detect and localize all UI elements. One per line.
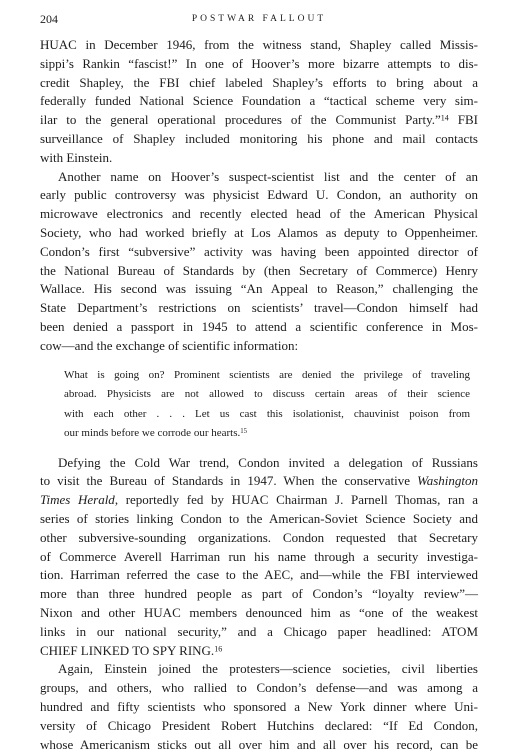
- text-line: more than three hundred people as part of Condon’s “loyalty review”—: [40, 585, 478, 604]
- text-line: whose Americanism sticks out all over him and all over his record, can be: [40, 736, 478, 754]
- text-line: Another name on Hoover’s suspect-scientist list and the center of an: [40, 168, 478, 187]
- paragraph: [40, 168, 478, 356]
- text-line: cow—and the exchange of scientific information:: [40, 337, 478, 356]
- footnote-ref: 14: [441, 114, 449, 123]
- text-line: groups, and others, who rallied to Condon’s defense—and was among a: [40, 679, 478, 698]
- text-run: FBI: [449, 112, 478, 127]
- text-line: [40, 491, 478, 510]
- paragraph: [40, 454, 478, 661]
- quote-line: What is going on? Prominent scientists are denied the privilege of traveling: [64, 366, 470, 386]
- text-line: other subversive-sounding organizations. Condon requested that Secretary: [40, 529, 478, 548]
- text-line: Condon’s first “subversive” activity was having been appointed director of: [40, 243, 478, 262]
- quote-line: abroad. Physicists are not allowed to discuss certain areas of their science: [64, 385, 470, 405]
- page-number: 204: [40, 11, 58, 27]
- text-line: credit Shapley, the FBI chief labeled Shapley’s efforts to bring about a: [40, 74, 478, 93]
- block-quote: [40, 366, 478, 444]
- footnote-ref: 16: [214, 644, 222, 653]
- text-run: our minds before we corrode our hearts.: [64, 427, 240, 439]
- text-line: with Einstein.: [40, 149, 478, 168]
- text-run: to visit the Bureau of Standards in 1947. When the conservative: [40, 473, 417, 488]
- text-line: [40, 111, 478, 130]
- paragraph: [40, 660, 478, 754]
- paragraph-continued: [40, 36, 478, 168]
- text-line: Nixon and other HUAC members denounced him as “one of the weakest: [40, 604, 478, 623]
- text-line: federally funded National Science Foundation a “tactical scheme very sim-: [40, 92, 478, 111]
- footnote-ref: 15: [240, 428, 247, 435]
- text-line: [40, 472, 478, 491]
- text-line: surveillance of Shapley included monitoring his phone and mail contacts: [40, 130, 478, 149]
- text-line: [40, 642, 478, 661]
- text-line: State Department’s restrictions on scientists’ travel—Condon himself had: [40, 299, 478, 318]
- text-line: HUAC in December 1946, from the witness stand, Shapley called Missis-: [40, 36, 478, 55]
- text-line: series of stories linking Condon to the American-Soviet Science Society and: [40, 510, 478, 529]
- text-line: tion. Harriman referred the case to the AEC, and—while the FBI interviewed: [40, 566, 478, 585]
- quote-line: with each other . . . Let us cast this isolationist, chauvinist poison from: [64, 405, 470, 425]
- text-line: the National Bureau of Standards by (then Secretary of Commerce) Henry: [40, 262, 478, 281]
- text-line: links in our national security,” and a Chicago paper headlined: ATOM: [40, 623, 478, 642]
- text-line: Society, who had worked briefly at Los Alamos as deputy to Oppenheimer.: [40, 224, 478, 243]
- newspaper-title: Washington: [417, 473, 478, 488]
- text-line: been denied a passport in 1945 to attend a scientific conference in Mos-: [40, 318, 478, 337]
- text-line: early public controversy was physicist Edward U. Condon, an authority on: [40, 186, 478, 205]
- body-text: [40, 36, 478, 754]
- text-line: sippi’s Rankin “fascist!” In one of Hoover’s more bizarre attempts to dis-: [40, 55, 478, 74]
- text-line: of Commerce Averell Harriman run his name through a security investiga-: [40, 548, 478, 567]
- text-run: , reportedly fed by HUAC Chairman J. Parnell Thomas, ran a: [115, 492, 478, 507]
- page-header: [40, 11, 478, 27]
- text-line: microwave electronics and recently elected head of the American Physical: [40, 205, 478, 224]
- running-head: POSTWAR FALLOUT: [40, 11, 478, 27]
- newspaper-title: Times Herald: [40, 492, 115, 507]
- text-line: Defying the Cold War trend, Condon invited a delegation of Russians: [40, 454, 478, 473]
- text-line: Again, Einstein joined the protesters—science societies, civil liberties: [40, 660, 478, 679]
- text-run: ilar to the general operational procedures of the Communist Party.”: [40, 112, 441, 127]
- text-line: hundred and fifty scientists who sponsored a New York dinner where Uni-: [40, 698, 478, 717]
- text-run: CHIEF LINKED TO SPY RING.: [40, 643, 214, 658]
- text-line: Wallace. His second was issuing “An Appeal to Reason,” challenging the: [40, 280, 478, 299]
- text-line: versity of Chicago President Robert Hutchins declared: “If Ed Condon,: [40, 717, 478, 736]
- quote-line: [64, 424, 470, 444]
